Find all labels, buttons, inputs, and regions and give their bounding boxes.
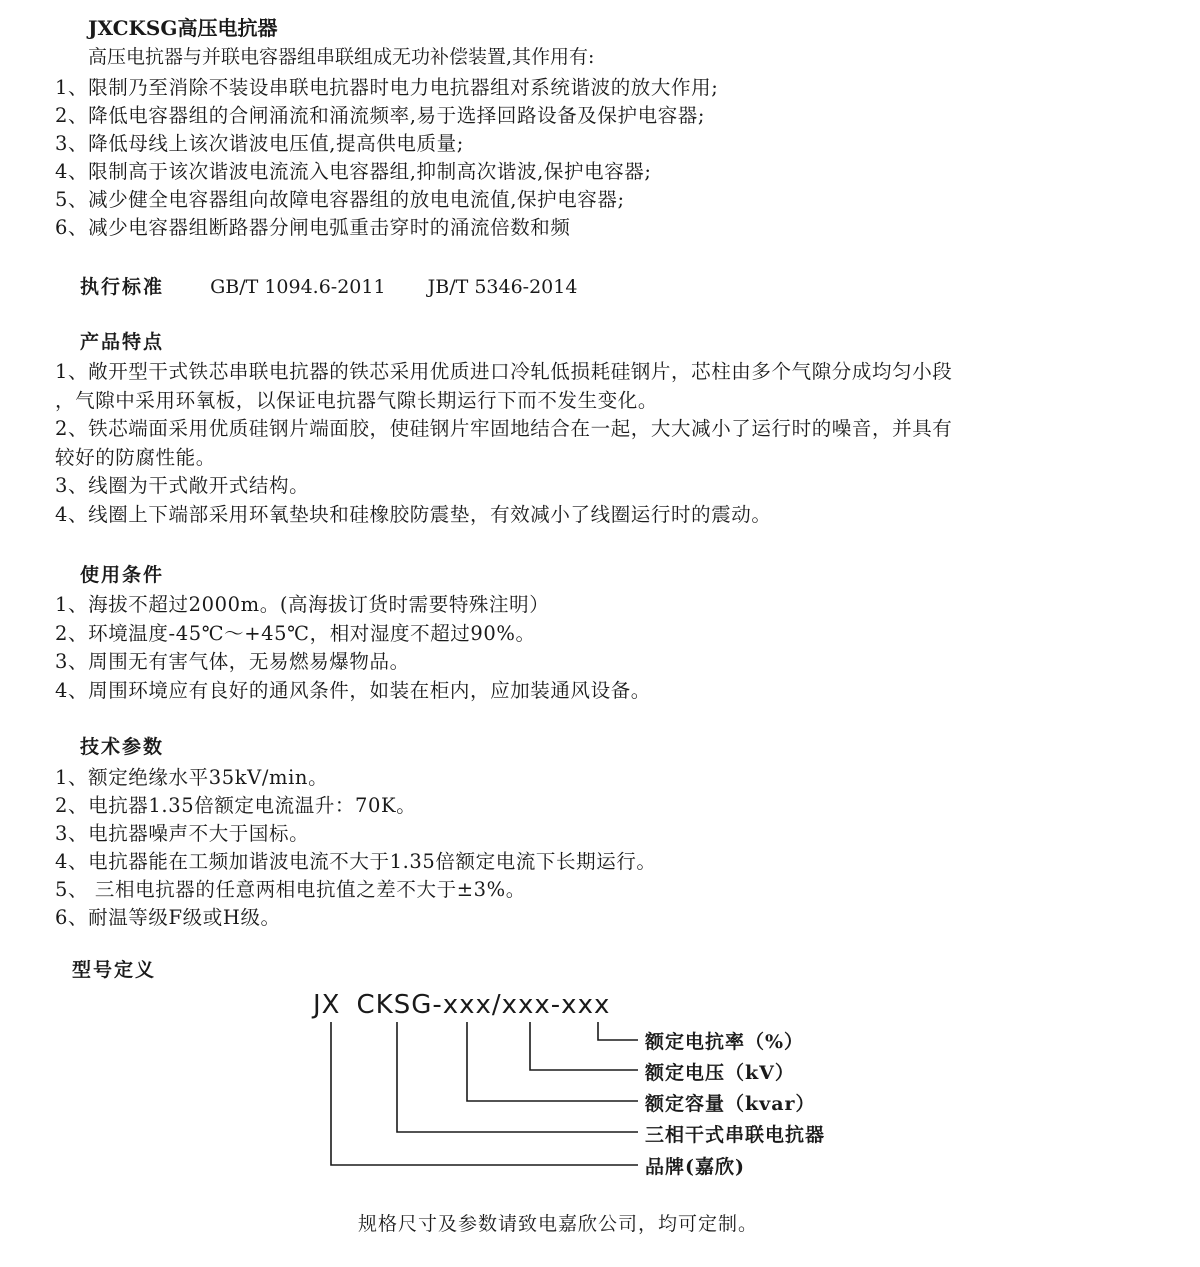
function-item: 5、减少健全电容器组向故障电容器组的放电电流值,保护电容器; bbox=[55, 188, 625, 211]
features-heading: 产品特点 bbox=[80, 331, 165, 353]
tech-line: 2、电抗器1.35倍额定电流温升：70K。 bbox=[55, 794, 417, 817]
model-code-body: CKSG-xxx/xxx-xxx bbox=[356, 990, 611, 1020]
feature-line: 3、线圈为干式敞开式结构。 bbox=[55, 474, 310, 497]
standards-label: 执行标准 bbox=[80, 276, 165, 298]
model-heading: 型号定义 bbox=[72, 959, 157, 981]
function-item: 4、限制高于该次谐波电流流入电容器组,抑制高次谐波,保护电容器; bbox=[55, 160, 652, 183]
function-item: 1、限制乃至消除不装设串联电抗器时电力电抗器组对系统谐波的放大作用; bbox=[55, 76, 719, 99]
tech-line: 6、耐温等级F级或H级。 bbox=[55, 906, 281, 929]
model-def-reactance-rate: 额定电抗率（%） bbox=[645, 1031, 805, 1053]
model-def-rated-voltage: 额定电压（kV） bbox=[645, 1062, 795, 1084]
model-code-brand: JX bbox=[313, 990, 341, 1020]
feature-line: 4、线圈上下端部采用环氧垫块和硅橡胶防震垫，有效减小了线圈运行时的震动。 bbox=[55, 503, 772, 526]
tech-line: 4、电抗器能在工频加谐波电流不大于1.35倍额定电流下长期运行。 bbox=[55, 850, 657, 873]
standard-code: JB/T 5346-2014 bbox=[427, 276, 578, 298]
model-def-type: 三相干式串联电抗器 bbox=[645, 1124, 826, 1146]
tech-line: 3、电抗器噪声不大于国标。 bbox=[55, 822, 310, 845]
condition-line: 1、海拔不超过2000m。(高海拔订货时需要特殊注明） bbox=[55, 593, 550, 616]
condition-line: 4、周围环境应有良好的通风条件，如装在柜内，应加装通风设备。 bbox=[55, 679, 651, 702]
feature-line: 1、敞开型干式铁芯串联电抗器的铁芯采用优质进口冷轧低损耗硅钢片，芯柱由多个气隙分成均匀小段 bbox=[55, 360, 953, 383]
tech-line: 5、 三相电抗器的任意两相电抗值之差不大于±3%。 bbox=[55, 878, 526, 901]
function-item: 6、减少电容器组断路器分闸电弧重击穿时的涌流倍数和频 bbox=[55, 216, 571, 239]
tech-heading: 技术参数 bbox=[80, 736, 165, 758]
feature-line: ，气隙中采用环氧板，以保证电抗器气隙长期运行下而不发生变化。 bbox=[55, 389, 659, 412]
model-def-rated-capacity: 额定容量（kvar） bbox=[645, 1093, 816, 1115]
model-def-brand: 品牌(嘉欣) bbox=[645, 1156, 745, 1178]
tech-line: 1、额定绝缘水平35kV/min。 bbox=[55, 766, 329, 789]
document-title: JXCKSG高压电抗器 bbox=[88, 16, 278, 40]
function-item: 2、降低电容器组的合闸涌流和涌流频率,易于选择回路设备及保护电容器; bbox=[55, 104, 706, 127]
conditions-heading: 使用条件 bbox=[80, 564, 165, 586]
condition-line: 2、环境温度-45℃～+45℃，相对湿度不超过90%。 bbox=[55, 622, 536, 645]
function-item: 3、降低母线上该次谐波电压值,提高供电质量; bbox=[55, 132, 464, 155]
intro-text: 高压电抗器与并联电容器组串联组成无功补偿装置,其作用有: bbox=[88, 46, 595, 68]
feature-line: 较好的防腐性能。 bbox=[55, 446, 216, 469]
standard-code: GB/T 1094.6-2011 bbox=[210, 276, 386, 298]
condition-line: 3、周围无有害气体，无易燃易爆物品。 bbox=[55, 650, 410, 673]
footer-note: 规格尺寸及参数请致电嘉欣公司，均可定制。 bbox=[358, 1213, 759, 1235]
feature-line: 2、铁芯端面采用优质硅钢片端面胶，使硅钢片牢固地结合在一起，大大减小了运行时的噪音，并具有 bbox=[55, 417, 953, 440]
